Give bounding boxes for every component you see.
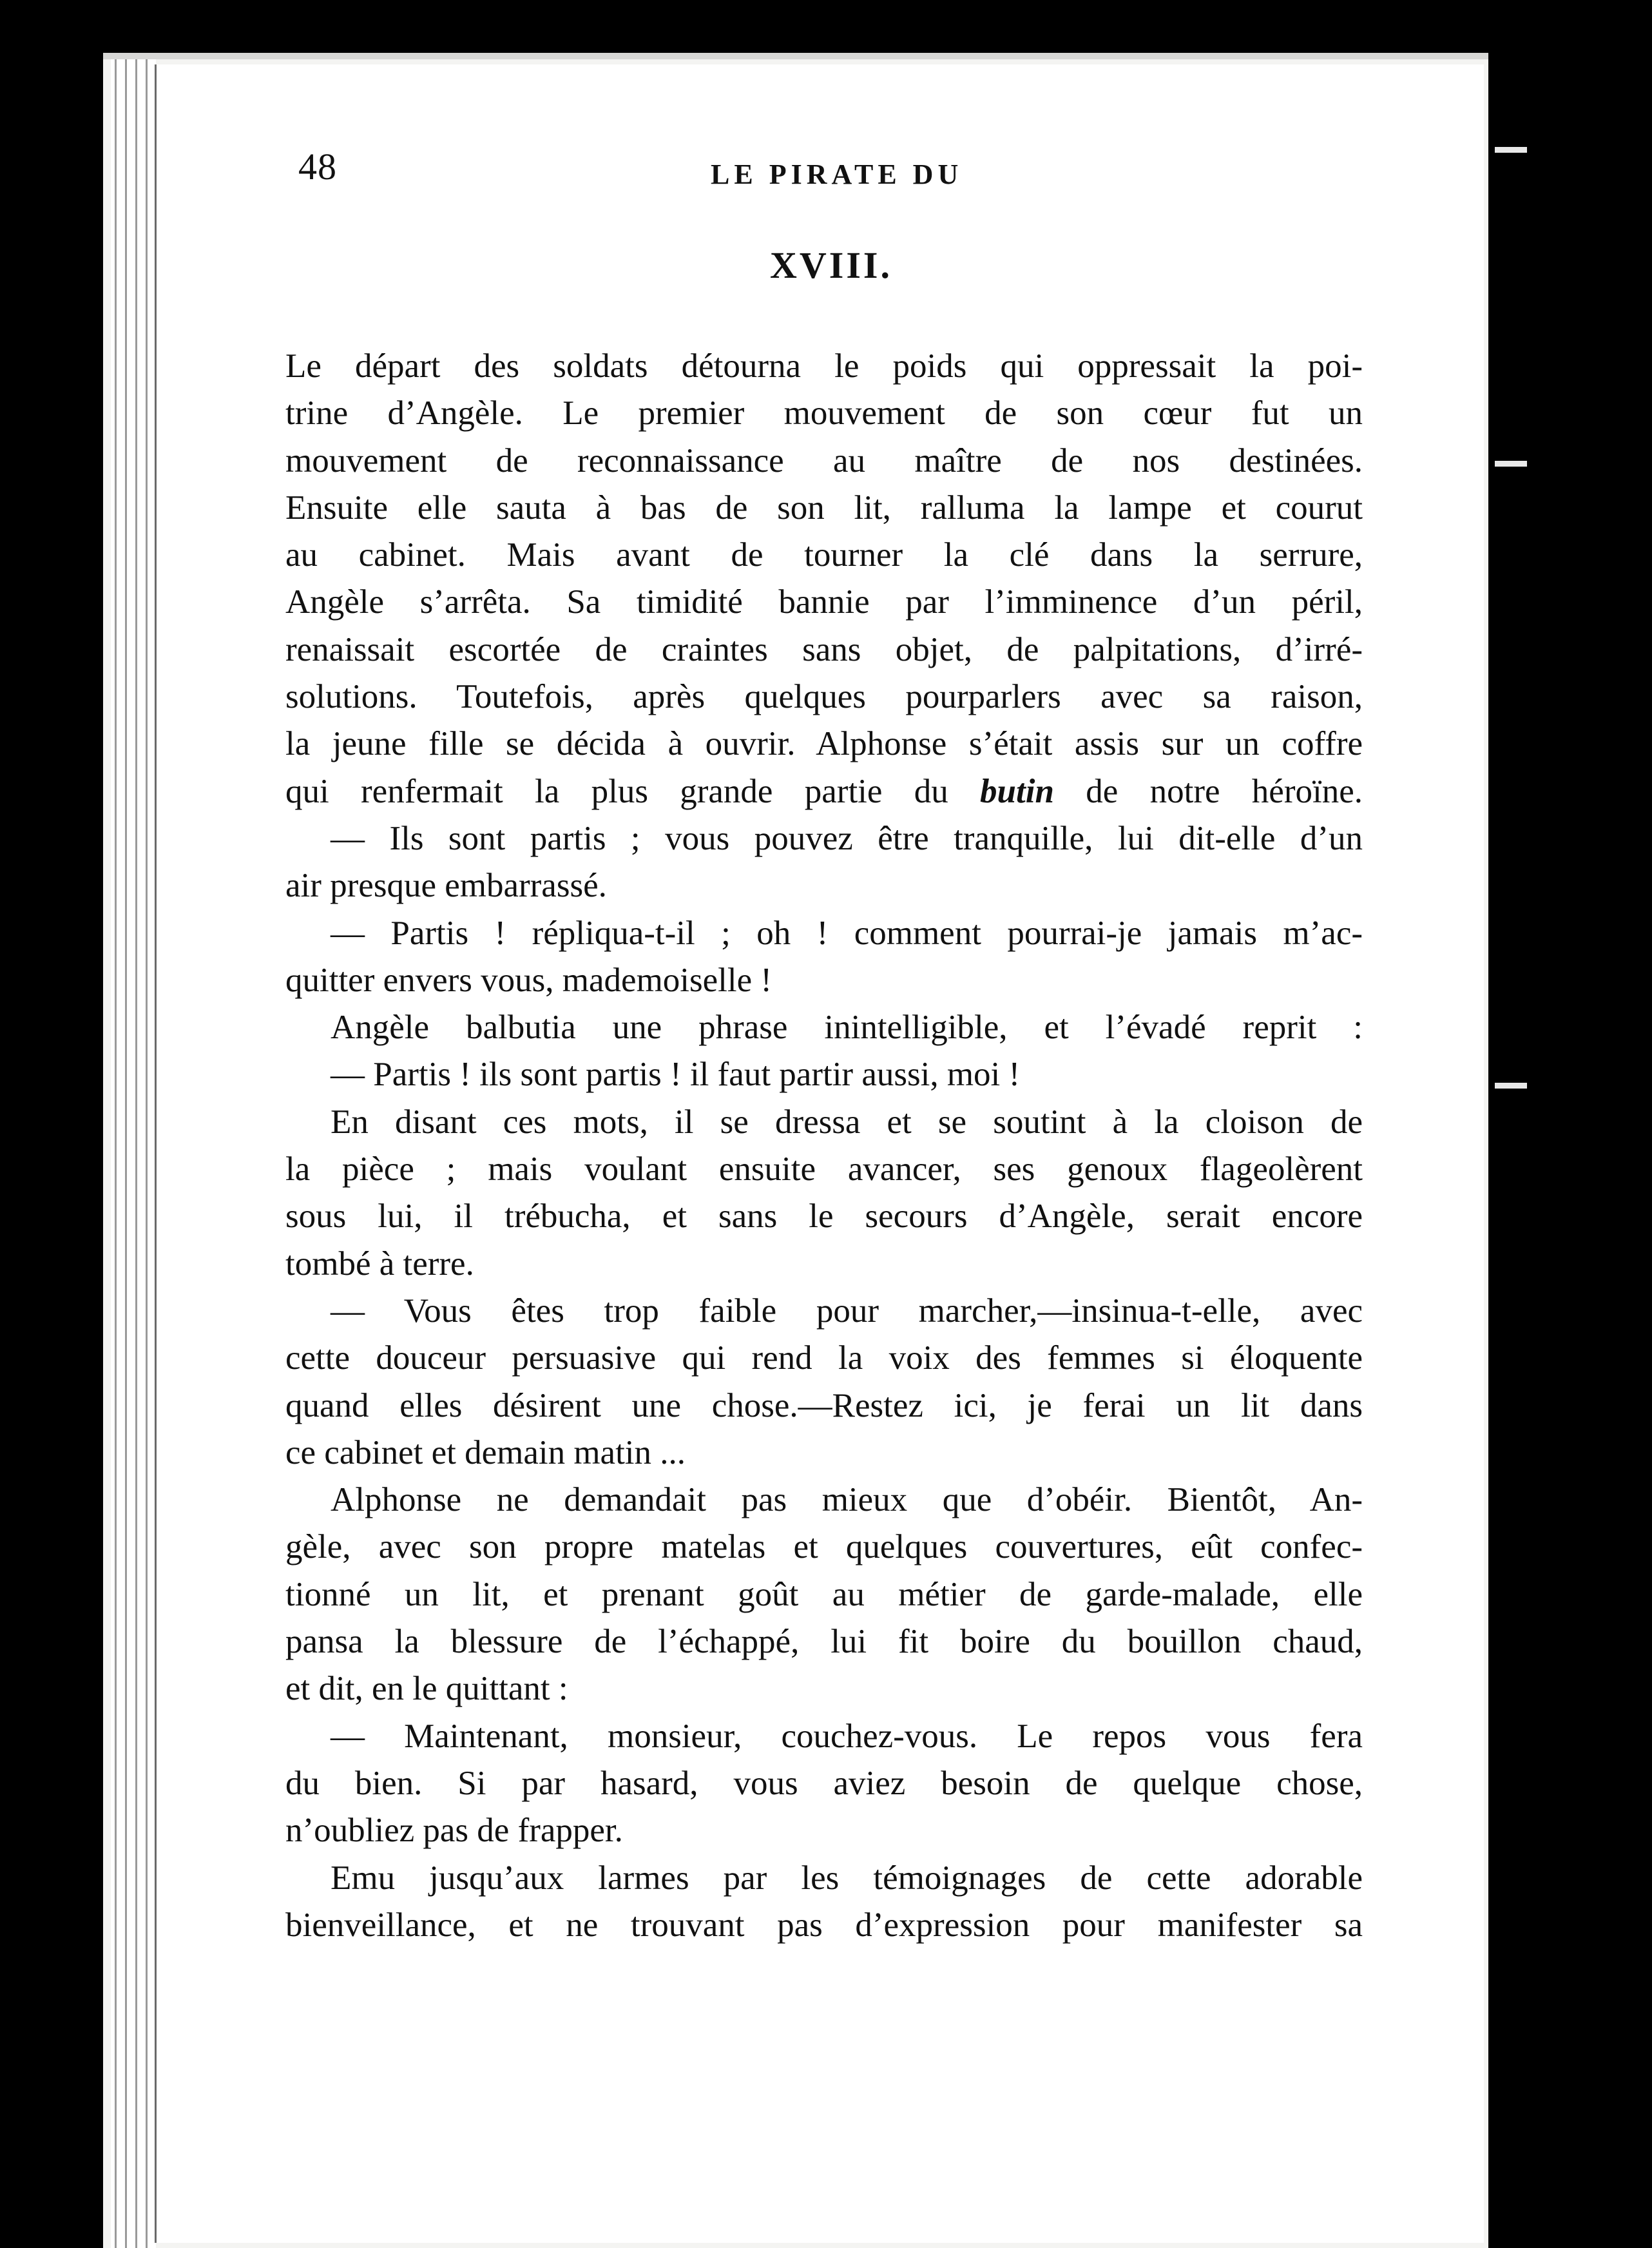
text-line: pansa la blessure de l’échappé, lui fit boire du bouillon chaud, — [285, 1623, 1363, 1661]
text-line: En disant ces mots, il se dressa et se soutint à la cloison de — [331, 1103, 1363, 1141]
text-line — [285, 768, 1363, 815]
margin-mark — [1495, 147, 1527, 153]
margin-mark — [1495, 1083, 1527, 1089]
text-segment: qui renfermait la plus grande partie du — [285, 772, 981, 810]
page-number: 48 — [298, 146, 337, 188]
text-line: mouvement de reconnaissance au maître de nos destinées. — [285, 441, 1363, 480]
text-line: gèle, avec son propre matelas et quelques couvertures, eût confec- — [285, 1528, 1363, 1566]
text-line: Angèle balbutia une phrase inintelligible, et l’évadé reprit : — [331, 1009, 1363, 1047]
text-line: cette douceur persuasive qui rend la voix des femmes si éloquente — [285, 1339, 1363, 1377]
margin-mark — [1495, 461, 1527, 467]
running-head — [298, 145, 1368, 203]
text-line: tionné un lit, et prenant goût au métier de garde-malade, elle — [285, 1575, 1363, 1613]
text-line: Ensuite elle sauta à bas de son lit, ralluma la lampe et courut — [285, 489, 1363, 527]
text-line: et dit, en le quittant : — [285, 1670, 568, 1708]
text-line: — Partis ! répliqua-t-il ; oh ! comment pourrai-je jamais m’ac- — [331, 914, 1363, 952]
text-line: quitter envers vous, mademoiselle ! — [285, 961, 773, 999]
text-line: bienveillance, et ne trouvant pas d’expression pour manifester sa — [285, 1906, 1363, 1944]
text-line: solutions. Toutefois, après quelques pourparlers avec sa raison, — [285, 678, 1363, 716]
text-line: Le départ des soldats détourna le poids qui oppressait la poi- — [285, 347, 1363, 385]
text-segment: de notre héroïne. — [1053, 772, 1363, 810]
text-line: Alphonse ne demandait pas mieux que d’obéir. Bientôt, An- — [331, 1481, 1363, 1519]
text-line: renaissait escortée de craintes sans objet, de palpitations, d’irré- — [285, 630, 1363, 668]
emphasized-word: butin — [980, 772, 1054, 810]
text-line: la pièce ; mais voulant ensuite avancer, ses genoux flageolèrent — [285, 1150, 1363, 1188]
text-line: — Ils sont partis ; vous pouvez être tranquille, lui dit-elle d’un — [331, 819, 1363, 857]
chapter-heading: XVIII. — [770, 244, 892, 286]
text-line: — Partis ! ils sont partis ! il faut partir aussi, moi ! — [331, 1056, 1021, 1094]
running-title: LE PIRATE DU — [711, 159, 963, 190]
text-line: n’oubliez pas de frapper. — [285, 1812, 623, 1850]
text-line: la jeune fille se décida à ouvrir. Alphonse s’était assis sur un coffre — [285, 725, 1363, 763]
text-line: du bien. Si par hasard, vous aviez besoin de quelque chose, — [285, 1764, 1363, 1802]
text-line: au cabinet. Mais avant de tourner la clé dans la serrure, — [285, 536, 1363, 574]
text-line: Angèle s’arrêta. Sa timidité bannie par l’imminence d’un péril, — [285, 583, 1363, 621]
text-line: trine d’Angèle. Le premier mouvement de son cœur fut un — [285, 394, 1363, 432]
text-line: sous lui, il trébucha, et sans le secours d’Angèle, serait encore — [285, 1197, 1363, 1235]
text-line: Emu jusqu’aux larmes par les témoignages de cette adorable — [331, 1859, 1363, 1897]
text-line: tombé à terre. — [285, 1245, 474, 1283]
text-line: ce cabinet et demain matin ... — [285, 1433, 686, 1471]
text-line: — Vous êtes trop faible pour marcher,—insinua-t-elle, avec — [331, 1292, 1363, 1330]
text-line: — Maintenant, monsieur, couchez-vous. Le repos vous fera — [331, 1717, 1363, 1755]
text-line: quand elles désirent une chose.—Restez ici, je ferai un lit dans — [285, 1386, 1363, 1424]
text-line: air presque embarrassé. — [285, 867, 607, 905]
body-text — [285, 343, 1363, 1949]
